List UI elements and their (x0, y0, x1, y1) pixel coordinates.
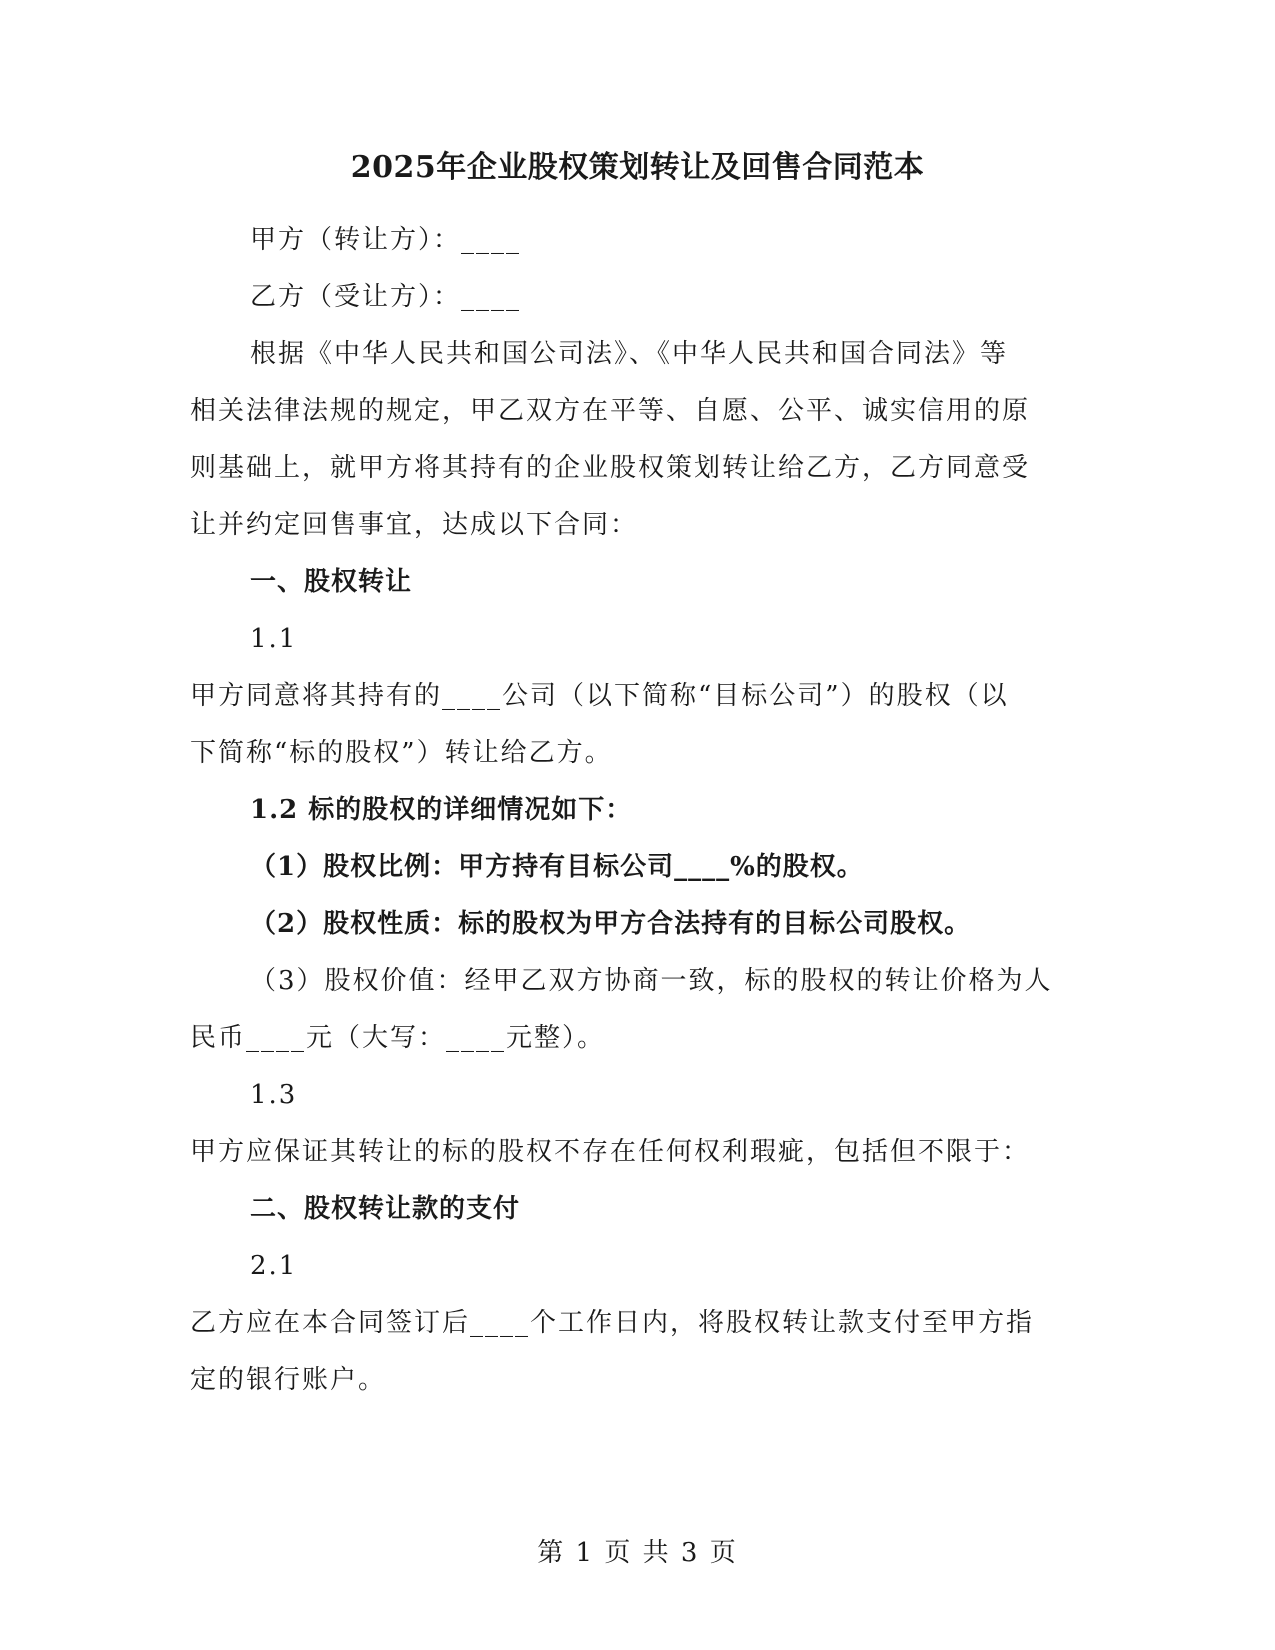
intro-paragraph-line-4: 让并约定回售事宜，达成以下合同： (190, 510, 639, 540)
document-title: 2025年企业股权策划转让及回售合同范本 (350, 150, 925, 185)
clause-1-2-item-2: （2）股权性质：标的股权为甲方合法持有的目标公司股权。 (250, 909, 972, 939)
clause-1-2-item-3-line-1: （3）股权价值：经甲乙双方协商一致，标的股权的转让价格为人 (250, 966, 1053, 996)
intro-paragraph-line-3: 则基础上，就甲方将其持有的企业股权策划转让给乙方，乙方同意受 (190, 453, 1031, 483)
party-a-line: 甲方（转让方）：____ (250, 225, 522, 255)
page-footer: 第 1 页 共 3 页 (537, 1538, 738, 1568)
clause-1-2: 1.2 标的股权的详细情况如下： (250, 795, 633, 825)
section-2-heading: 二、股权转让款的支付 (250, 1194, 521, 1224)
intro-paragraph-line-2: 相关法律法规的规定，甲乙双方在平等、自愿、公平、诚实信用的原 (190, 396, 1031, 426)
clause-1-1-number: 1.1 (250, 624, 298, 654)
party-b-line: 乙方（受让方）：____ (250, 282, 522, 312)
clause-1-3-line-1: 甲方应保证其转让的标的股权不存在任何权利瑕疵，包括但不限于： (190, 1137, 1031, 1167)
clause-1-1-line-2: 下简称“标的股权”）转让给乙方。 (190, 738, 613, 768)
clause-1-1-line-1: 甲方同意将其持有的____公司（以下简称“目标公司”）的股权（以 (190, 681, 1009, 711)
clause-1-3-number: 1.3 (250, 1080, 298, 1110)
intro-paragraph-line-1: 根据《中华人民共和国公司法》、《中华人民共和国合同法》等 (250, 339, 1009, 369)
clause-1-2-item-3-line-2: 民币____元（大写：____元整）。 (190, 1023, 606, 1053)
document-body (190, 212, 1080, 1409)
clause-1-2-item-1: （1）股权比例：甲方持有目标公司____%的股权。 (250, 852, 864, 882)
clause-2-1-number: 2.1 (250, 1251, 298, 1281)
clause-2-1-line-1: 乙方应在本合同签订后____个工作日内，将股权转让款支付至甲方指 (190, 1308, 1035, 1338)
section-1-heading: 一、股权转让 (250, 567, 413, 597)
clause-2-1-line-2: 定的银行账户。 (190, 1365, 387, 1395)
